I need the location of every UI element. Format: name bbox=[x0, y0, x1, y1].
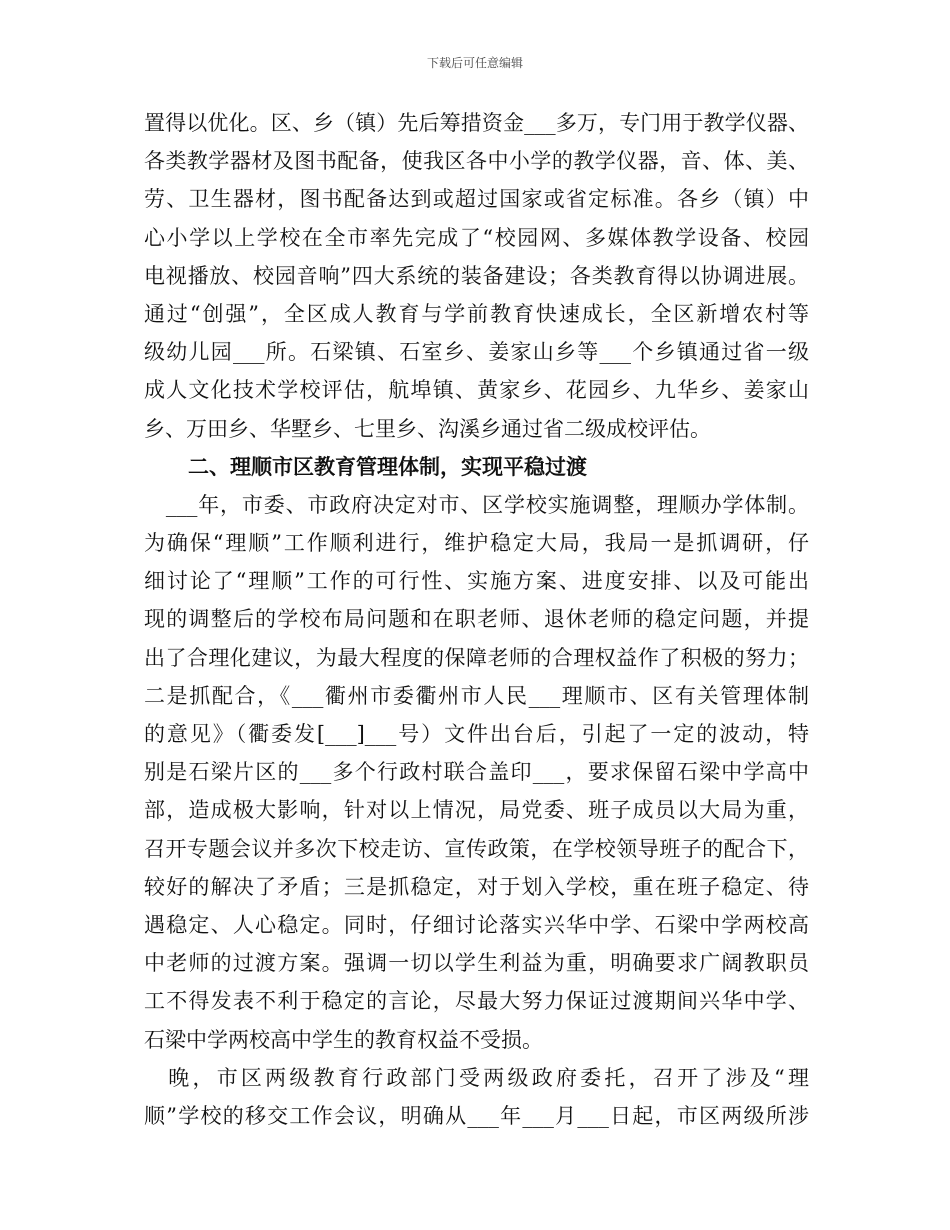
text-line: 细讨论了“理顺”工作的可行性、实施方案、进度安排、以及可能出 bbox=[144, 569, 809, 594]
text-line: 顺”学校的移交工作会议，明确从___年___月___日起，市区两级所涉 bbox=[144, 1103, 809, 1128]
text-line: 出了合理化建议，为最大程度的保障老师的合理权益作了积极的努力； bbox=[144, 645, 809, 670]
text-line: 电视播放、校园音响”四大系统的装备建设；各类教育得以协调进展。 bbox=[144, 263, 809, 288]
text-line: 的意见》（衢委发[___]___号）文件出台后，引起了一定的波动，特 bbox=[144, 722, 809, 746]
text-line: 成人文化技术学校评估，航埠镇、黄家乡、花园乡、九华乡、姜家山 bbox=[144, 378, 809, 403]
text-line: 级幼儿园___所。石梁镇、石室乡、姜家山乡等___个乡镇通过省一级 bbox=[144, 340, 809, 365]
text-line: 别是石梁片区的___多个行政村联合盖印___，要求保留石梁中学高中 bbox=[144, 760, 809, 785]
text-line: 晚，市区两级教育行政部门受两级政府委托，召开了涉及“理 bbox=[144, 1065, 809, 1090]
text-line: 遇稳定、人心稳定。同时，仔细讨论落实兴华中学、石梁中学两校高 bbox=[144, 912, 809, 937]
text-line: 较好的解决了矛盾；三是抓稳定，对于划入学校，重在班子稳定、待 bbox=[144, 874, 809, 899]
text-line: 部，造成极大影响，针对以上情况，局党委、班子成员以大局为重， bbox=[144, 798, 809, 823]
text-line: 为确保“理顺”工作顺利进行，维护稳定大局，我局一是抓调研，仔 bbox=[144, 531, 809, 556]
section-heading: 二、理顺市区教育管理体制，实现平稳过渡 bbox=[188, 454, 587, 479]
text-line: 置得以优化。区、乡（镇）先后筹措资金___多万，专门用于教学仪器、 bbox=[144, 111, 809, 135]
text-line: 工不得发表不利于稳定的言论，尽最大努力保证过渡期间兴华中学、 bbox=[144, 989, 809, 1014]
text-line: 各类教学器材及图书配备，使我区各中小学的教学仪器，音、体、美、 bbox=[144, 149, 809, 174]
text-line: 心小学以上学校在全市率先完成了“校园网、多媒体教学设备、校园 bbox=[144, 225, 809, 250]
text-line: 现的调整后的学校布局问题和在职老师、退休老师的稳定问题，并提 bbox=[144, 607, 809, 632]
text-line: 劳、卫生器材，图书配备达到或超过国家或省定标准。各乡（镇）中 bbox=[144, 187, 809, 212]
text-line: ___年，市委、市政府决定对市、区学校实施调整，理顺办学体制。 bbox=[144, 492, 809, 517]
page-header: 下载后可任意编辑 bbox=[426, 56, 523, 70]
document-body bbox=[144, 104, 809, 1135]
text-line: 石梁中学两校高中学生的教育权益不受损。 bbox=[144, 1027, 543, 1052]
text-line: 中老师的过渡方案。强调一切以学生利益为重，明确要求广阔教职员 bbox=[144, 951, 809, 976]
text-line: 召开专题会议并多次下校走访、宣传政策，在学校领导班子的配合下， bbox=[144, 836, 809, 861]
text-line: 乡、万田乡、华墅乡、七里乡、沟溪乡通过省二级成校评估。 bbox=[144, 416, 711, 441]
text-line: 二是抓配合，《___衢州市委衢州市人民___理顺市、区有关管理体制 bbox=[144, 683, 809, 708]
text-line: 通过“创强”，全区成人教育与学前教育快速成长，全区新增农村等 bbox=[144, 301, 809, 326]
